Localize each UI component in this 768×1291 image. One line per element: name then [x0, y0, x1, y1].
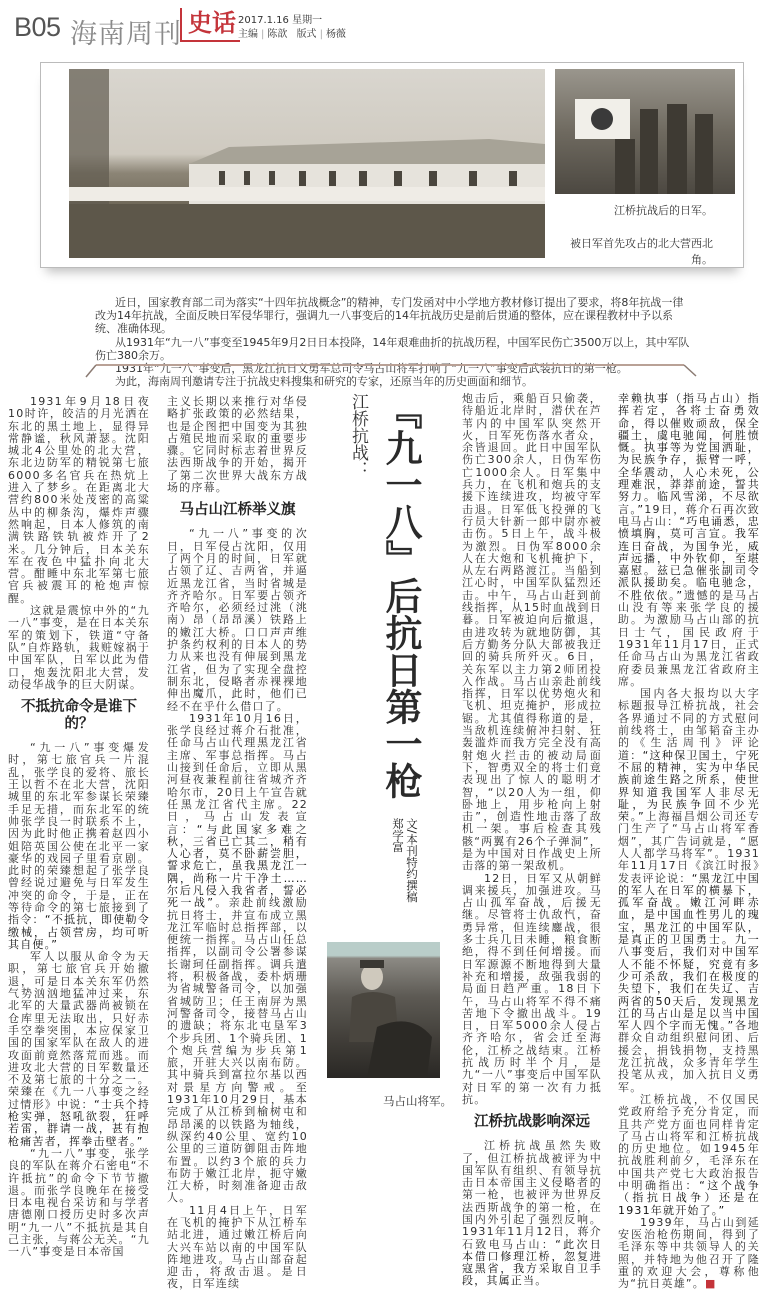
troops-illustration — [555, 69, 735, 194]
main-photo-caption: 被日军首先攻占的北大营西北角。 — [570, 237, 713, 266]
body-text: 1931年10月16日，张学良经过蒋介石批准，任命马占山代理黑龙江省主席、军事总指挥。马占山接到任命后，立即从黑河昼夜兼程前往省城齐齐哈尔市，20日上午宣告就任黑龙江省代主席。22日，马占山发表宣言： — [167, 711, 308, 836]
barracks-illustration — [69, 69, 545, 258]
article-column-1 — [8, 396, 150, 1259]
body-paragraph — [167, 1205, 308, 1291]
body-paragraph — [8, 605, 150, 691]
editor-label: 主编 — [238, 29, 258, 40]
article-column-4 — [618, 393, 760, 1291]
end-mark-icon: ■ — [705, 1277, 717, 1291]
body-text: 11月4日上午，日军在飞机的掩护下从江桥车站北进，通过嫩江桥后向大兴车站以南的中国军队阵地进攻。马占山部奋起迎击，将敌击退。是日夜，日军连续 — [167, 1203, 308, 1291]
ma-zhanshan-portrait — [327, 942, 440, 1078]
quotation: “士兵个持枪实弹，怒吼欲裂，狂呼若雷，群请一战，甚有抱枪痛苦者，挥拳击壁者。” — [8, 1097, 150, 1148]
body-text: 各地群众自动组织慰问团、后援会，捐钱捐物，支持黑龙江抗战，众多青年学生投笔从戎，加入抗日义勇军。 — [618, 1019, 760, 1094]
body-text: 军人以服从命令为天职，第七旅官兵开始撤退，可是日本关东军仍然气势汹汹地猛冲过来，东北军的大量武器尚被锁在仓库里无法取出，只好赤手空拳突围，本应保家卫国的国家军队在敌人的进攻面前竟然落荒而逃。而进攻北大营的日军数量还不及第七旅的十分之一。荣臻在《九一八事变之经过情形》中说： — [8, 950, 150, 1111]
japanese-troops-photo — [555, 69, 735, 194]
beidaying-barracks-photo — [69, 69, 545, 258]
quotation: “与此国家多难之秋，三省已亡其二，稍有人心者，莫不卧薪尝胆，誓求危亡，虽我黑龙江一隅，尚称一片干净土……尔后凡侵入我省者，誓必死一战” — [167, 822, 308, 910]
quotation: “这种保卫国土，宁死不屈的精神，实为中华民族前途生路之所系，使世界知道我国军人非尽无耻，为民族争回不少光荣。” — [618, 748, 760, 824]
body-text: 这就是震惊中外的“九一八”事变，是在日本关东军的策划下，铁道“守备队”自炸路轨，栽赃嫁祸于中国军队，日军以此为借口，炮轰沈阳北大营，发动侵华战争的巨大阴谋。 — [8, 604, 150, 691]
body-text: “九一八”事变的次日，日军侵占沈阳，仅用了两个月的时间，日军就占领了辽、吉两省，并逼近黑龙江省，当时省城是齐齐哈尔。日军要占领齐齐哈尔，必须经过洮（洮南）昂（昂昂溪）铁路上的嫩江大桥。口口声声维护条约权利的日本人的势力从来也没有伸展到黑龙江省，但为了实现全盘控制东北，侵略者赤裸裸地伸出魔爪，此时，他们已经不在乎什么借口了。 — [167, 527, 308, 713]
body-text: “九一八”事变爆发时，第七旅官兵一片混乱，张学良的爱将、旅长王以哲不在北大营，沈阳城里的东北军参谋长荣臻手足无措，而东北军的统帅张学良一时联系不上，因为此时他正携着赵四小姐陪英国公使在北平一家豪华的戏园子里看京剧。此时的荣臻想起了张学良曾经说过避免与日军发生冲突的命令，于是，正在等待命令的第七旅接到了指令： — [8, 741, 150, 927]
quotation: “巧电诵悉，忠愤填胸，莫可言宣。我军连日奋战，为国争光，威声远播，中外钦仰，至堪嘉慰。兹已急催张副司令派队援助矣。临电驰念，不胜依依。” — [618, 514, 760, 602]
portrait-illustration — [327, 942, 440, 1078]
portrait-caption: 马占山将军。 — [383, 1094, 452, 1108]
body-paragraph — [167, 528, 308, 712]
body-paragraph — [8, 1148, 150, 1259]
side-photo-caption: 江桥抗战后的日军。 — [614, 204, 713, 217]
body-paragraph — [8, 742, 150, 951]
intro-paragraph: 近日，国家教育部二司为落实“十四年抗战概念”的精神，专门发函对中小学地方教材修订提出了要求，将8年抗战一律改为14年抗战，全面反映日军侵华罪行，强调九一八事变后的14年抗战历史是前后贯通的整体，应在课程教材中予以系统、准确体现。 — [95, 296, 684, 336]
quotation: “此次日本借口修理江桥，忽复进寇黑省，我方采取自卫手段，其属正当。 — [462, 1237, 602, 1288]
section-heading: 不抵抗命令是谁下的？ — [21, 699, 137, 733]
intro-paragraph: 1931年“九一八”事变后，黑龙江抗日义勇军总司令马占山将军打响了“九一八”事变后武装抗日的第一枪。 — [115, 362, 628, 376]
section-divider — [0, 360, 768, 390]
intro-paragraph: 从1931年“九一八”事变至1945年9月2日日本投降，14年艰难曲折的抗战历程，中国军民伤亡3500万以上，其中军队伤亡380余万。 — [95, 335, 690, 362]
body-text: 遗憾的是马占山没有等来张学良的援助。为激励马占山部的抗日士气，国民政府于1931年11月17日，正式任命马占山为黑龙江省政府委员兼黑龙江省政府主席。 — [618, 588, 760, 688]
body-text: 。亲赴前线激励抗日将士，并宣布成立黑龙江军临时总指挥部，以便统一指挥。马占山任总指挥，以副司令公署参谋长谢珂任副指挥。调兵遣将，积极备战，委朴炳珊为省城警备司令，以加强省城防卫；任王南屏为黑河警备司令，接替马占山的遗缺；将东北屯垦军3个步兵团、1个骑兵团、1个炮兵营编为步兵第1旅，开驻大兴以南布防。其中骑兵到富拉尔基以西对景星方向警戒。至1931年10月29日，基本完成了从江桥到榆树屯和昂昂溪的以铁路为轴线，纵深约40公里、宽约10公里的三道防御阻击阵地布置。以约3个旅的兵力布防于嫩江北岸，扼守嫩江大桥，时刻准备迎击敌人。 — [167, 896, 309, 1205]
editor-name: 陈歆 — [267, 29, 288, 40]
section-heading: 马占山江桥举义旗 — [179, 502, 296, 519]
quotation: “这个战争（指抗日战争）还是在1931年就开始了。” — [618, 1179, 760, 1217]
body-paragraph — [462, 393, 602, 873]
separator: | — [261, 29, 265, 40]
layout-label: 版式 — [296, 29, 317, 40]
body-paragraph — [618, 1217, 760, 1291]
intro-paragraph: 为此，海南周刊邀请专注于抗战史料搜集和研究的专家，还原当年的历史画面和细节。 — [115, 375, 533, 389]
body-text: 上海福昌烟公司还专门生产了“马占山将军香烟”，其广告词就是，“愿人人都学马将军”。1931年11月17日《滨江时报》发表评论说： — [618, 810, 760, 885]
body-paragraph — [8, 396, 150, 605]
body-paragraph — [618, 1094, 760, 1217]
body-paragraph — [618, 688, 760, 1094]
separator: | — [319, 29, 323, 40]
layout-name: 杨薇 — [325, 29, 346, 40]
quotation: “不抵抗，即使勒令缴械，占领营房，均可听其自便。” — [8, 913, 150, 951]
article-column-3 — [462, 393, 602, 1288]
quotation: “黑龙江中国的军人在日军的横暴下，孤军奋战。嫩江河畔赤血，是中国血性男儿的瑰宝，黑龙江的中国军队，是真正的卫国勇士。九一八事变后，我们对中国军人不能不怀疑，究竟有多少可杀敌，我们在极度的失望下，我们在失辽、吉两省的50天后，发现黑龙江的马占山是足以当中国军人四个字而无愧。” — [618, 871, 760, 1033]
body-text: 江桥抗战虽然失败了，但江桥抗战被评为中国军队有组织、有领导抗击日本帝国主义侵略者的第一枪，也被评为世界反法西斯战争的第一枪，在国内外引起了强烈反响。1931年11月12日，蒋介石致电马占山： — [462, 1139, 602, 1251]
section-heading: 江桥抗战影响深远 — [474, 1114, 590, 1131]
section-label: 史话 — [180, 8, 240, 42]
article-subtitle: 江桥抗战： — [348, 393, 368, 478]
body-text: 江桥抗战，不仅国民党政府给予充分肯定，而且共产党方面也同样肯定了马占山将军和江桥抗战的历史地位。如1945年抗战胜利前夕，毛泽东在中国共产党七大政治报告中明确指出： — [618, 1092, 760, 1192]
body-text: 炮击后，乘船百只偷袭，待船近北岸时，潜伏在芦苇内的中国军队突然开火，日军死伤落水者众，余皆退回。此日中国军队伤亡300余人，日伪军伤亡1000余人。日军集中兵力，在飞机和炮兵的支援下连续进攻，均被守军击退。日军低飞投弹的飞行员大针新一郎中尉亦被击伤。5日上午，战斗极为激烈。日伪军8000余人在大炮和飞机掩护下，从左右两路渡江。当船到江心时，中国军队猛烈还击。中午，马占山赶到前线指挥，从15时血战到日暮。日军被迫向后撤退，由进攻转为就地防御，其后方勤务分队大部被我迂回的骑兵所歼灭。6日，关东军以主力第2师团投入作战。马占山亲赴前线指挥，日军以优势炮火和飞机、坦克掩护，形成拉锯。尤其值得称道的是，当敌机连续俯冲扫射、狂轰滥炸而我方完全没有高射炮火拦击的被动局面下，智勇双全的将士们竟表现出了惊人的聪明才智，“以20人为一组，仰卧地上，用步枪向上射击”，创造性地击落了敌机一架。事后检查其残骸“两翼有26个子弹洞”，是为中国对日作战史上所击落的第一架敌机。 — [462, 392, 602, 873]
quotation: 幸赖执事（指马占山）指挥若定，各将士奋勇效命，得以催败顽敌，保全疆土，虞电驰闻，何胜愤慨。执事等为党国洒耻，为民族争存，振臂一呼，全华震动，人心未死，公理难泯，莽莽前途，誓共努力。临风雪涕，不尽欲言。” — [618, 392, 760, 516]
publication-logo: 海南周刊 — [70, 19, 182, 50]
body-paragraph — [167, 713, 308, 1205]
body-text: 主义长期以来推行对华侵略扩张政策的必然结果，也是企图把中国变为其独占殖民地而采取的重要步骤。它同时标志着世界反法西斯战争的开始，揭开了第二次世界大战东方战场的序幕。 — [167, 395, 308, 495]
body-paragraph — [167, 396, 308, 494]
body-text: 1931年9月18日夜10时许，皎洁的月光洒在东北的黑土地上，显得异常静谧，秋风萧瑟。沈阳城北4公里处的北大营，东北边防军的精锐第七旅6000多名官兵在热炕上进入了梦乡。在距离北大营约800米处茂密的高粱丛中的柳条沟，爆炸声骤然响起，日本人修筑的南满铁路铁轨被炸开了2米。几分钟后，日本关东军在夜色中猛扑向北大营。酣睡中东北军第七旅官兵被震耳的枪炮声惊醒。 — [8, 395, 150, 605]
body-text: “九一八”事变，张学良的军队在蒋介石密电“不许抵抗”的命令下节节撤退。而张学良晚年在接受日本电视台采访和与学者唐德刚口授历史时多次声明“九一八”不抵抗是其自己主张，与蒋公无关。“九一八”事变是日本帝国 — [8, 1146, 150, 1259]
body-paragraph — [462, 873, 602, 1107]
article-column-2 — [167, 396, 308, 1291]
byline: 文/本刊特约撰稿 郑学富 — [391, 818, 419, 914]
article-title: 『九一八』后抗日第一枪 — [379, 392, 422, 799]
issue-date: 2017.1.16 星期一 — [238, 15, 323, 26]
credits — [238, 25, 346, 40]
page-number: B05 — [14, 12, 61, 42]
body-paragraph — [8, 951, 150, 1148]
body-paragraph — [618, 393, 760, 688]
body-text: 国内各大报均以大字标题报导江桥抗战，社会各界通过不同的方式慰问前线将士，由邹韬奋主办的《生活周刊》评论道： — [618, 687, 760, 762]
body-text: 19日，蒋介石再次致电马占山： — [618, 502, 760, 528]
body-text: 1939年，马占山到延安医治枪伤期间，得到了毛泽东等中共领导人的关照，并特地为他召开了隆重的欢迎大会，尊称他为“抗日英雄”。 — [618, 1215, 760, 1291]
body-paragraph — [462, 1140, 602, 1288]
body-text: 12日，日军又从朝鲜调来援兵，加强进攻。马占山孤军奋战，后援无继。尽管将士仇敌忾，奋勇异常，但连续鏖战，很多士兵几日未睡，粮食断绝，得不到任何增援。而日军源源不断地得到大量补充和增援，敌强我弱的局面日趋严重。18日下午，马占山将军不得不痛苦地下令撤出战斗。19日，日军5000余人侵占齐齐哈尔，省会迁至海伦，江桥之战结束。江桥抗战历时半个月，是九“一八”事变后中国军队对日军的第一次有力抵抗。 — [462, 871, 602, 1106]
